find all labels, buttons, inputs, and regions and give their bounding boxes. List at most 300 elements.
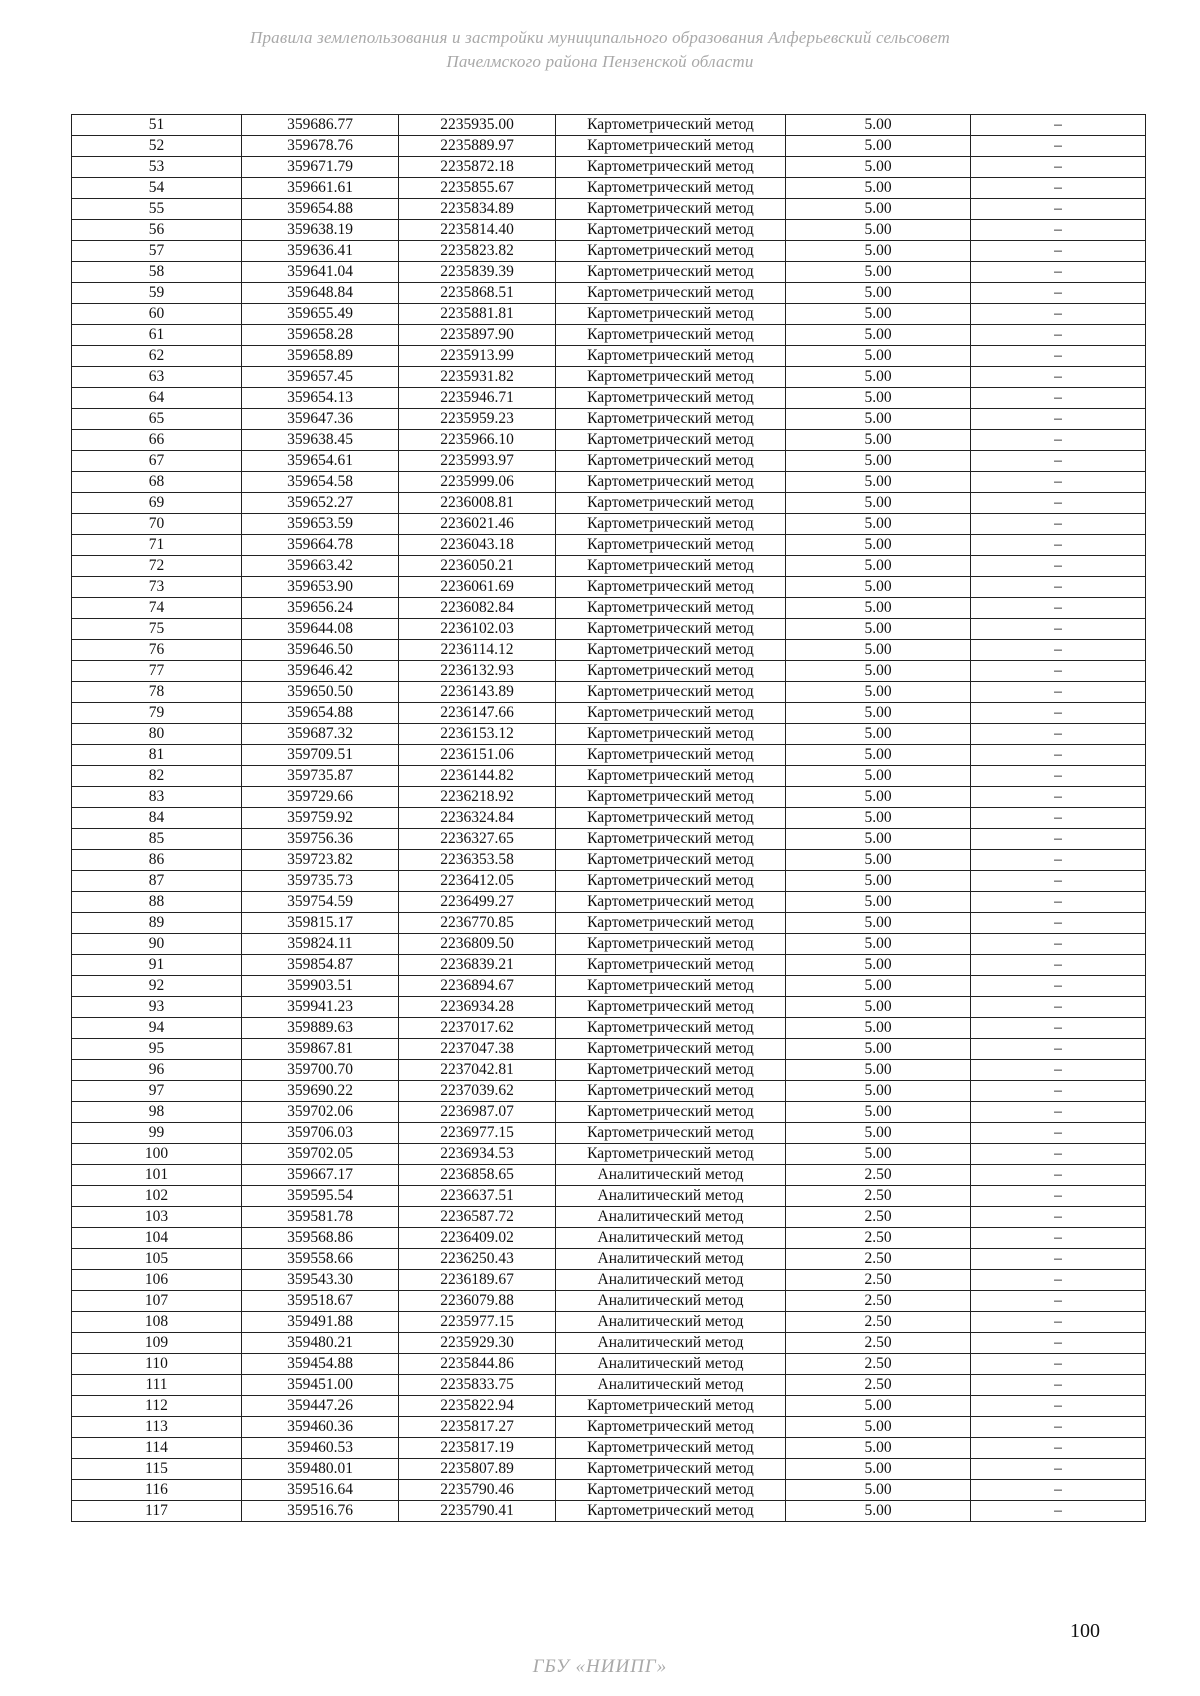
description-cell: – — [971, 1165, 1146, 1186]
table-row — [72, 1291, 1146, 1312]
x-coordinate-cell: 359867.81 — [242, 1039, 399, 1060]
x-coordinate-cell: 359516.76 — [242, 1501, 399, 1522]
accuracy-cell: 5.00 — [786, 640, 971, 661]
method-cell: Картометрический метод — [556, 703, 786, 724]
x-coordinate-cell: 359654.88 — [242, 703, 399, 724]
method-cell: Аналитический метод — [556, 1354, 786, 1375]
x-coordinate-cell: 359657.45 — [242, 367, 399, 388]
accuracy-cell: 5.00 — [786, 745, 971, 766]
method-cell: Картометрический метод — [556, 535, 786, 556]
table-row — [72, 1165, 1146, 1186]
point-number-cell: 55 — [72, 199, 242, 220]
accuracy-cell: 5.00 — [786, 304, 971, 325]
description-cell: – — [971, 1291, 1146, 1312]
y-coordinate-cell: 2235935.00 — [399, 115, 556, 136]
table-row — [72, 1459, 1146, 1480]
description-cell: – — [971, 178, 1146, 199]
y-coordinate-cell: 2236353.58 — [399, 850, 556, 871]
y-coordinate-cell: 2237042.81 — [399, 1060, 556, 1081]
description-cell: – — [971, 1396, 1146, 1417]
point-number-cell: 89 — [72, 913, 242, 934]
y-coordinate-cell: 2235844.86 — [399, 1354, 556, 1375]
table-row — [72, 1270, 1146, 1291]
method-cell: Картометрический метод — [556, 1060, 786, 1081]
y-coordinate-cell: 2236114.12 — [399, 640, 556, 661]
point-number-cell: 71 — [72, 535, 242, 556]
accuracy-cell: 5.00 — [786, 955, 971, 976]
method-cell: Картометрический метод — [556, 997, 786, 1018]
method-cell: Аналитический метод — [556, 1165, 786, 1186]
method-cell: Картометрический метод — [556, 262, 786, 283]
y-coordinate-cell: 2235817.27 — [399, 1417, 556, 1438]
x-coordinate-cell: 359647.36 — [242, 409, 399, 430]
description-cell: – — [971, 1501, 1146, 1522]
point-number-cell: 58 — [72, 262, 242, 283]
description-cell: – — [971, 1102, 1146, 1123]
x-coordinate-cell: 359568.86 — [242, 1228, 399, 1249]
y-coordinate-cell: 2236839.21 — [399, 955, 556, 976]
description-cell: – — [971, 1438, 1146, 1459]
description-cell: – — [971, 1186, 1146, 1207]
x-coordinate-cell: 359709.51 — [242, 745, 399, 766]
accuracy-cell: 2.50 — [786, 1291, 971, 1312]
description-cell: – — [971, 304, 1146, 325]
table-row — [72, 997, 1146, 1018]
accuracy-cell: 5.00 — [786, 430, 971, 451]
x-coordinate-cell: 359516.64 — [242, 1480, 399, 1501]
x-coordinate-cell: 359664.78 — [242, 535, 399, 556]
table-row — [72, 724, 1146, 745]
point-number-cell: 75 — [72, 619, 242, 640]
point-number-cell: 62 — [72, 346, 242, 367]
y-coordinate-cell: 2235881.81 — [399, 304, 556, 325]
table-row — [72, 661, 1146, 682]
table-row — [72, 262, 1146, 283]
x-coordinate-cell: 359729.66 — [242, 787, 399, 808]
point-number-cell: 99 — [72, 1123, 242, 1144]
x-coordinate-cell: 359735.73 — [242, 871, 399, 892]
x-coordinate-cell: 359644.08 — [242, 619, 399, 640]
table-row — [72, 178, 1146, 199]
method-cell: Картометрический метод — [556, 787, 786, 808]
method-cell: Аналитический метод — [556, 1228, 786, 1249]
point-number-cell: 85 — [72, 829, 242, 850]
table-row — [72, 1417, 1146, 1438]
y-coordinate-cell: 2236050.21 — [399, 556, 556, 577]
y-coordinate-cell: 2235977.15 — [399, 1312, 556, 1333]
x-coordinate-cell: 359723.82 — [242, 850, 399, 871]
point-number-cell: 100 — [72, 1144, 242, 1165]
point-number-cell: 113 — [72, 1417, 242, 1438]
description-cell: – — [971, 1060, 1146, 1081]
description-cell: – — [971, 115, 1146, 136]
y-coordinate-cell: 2235790.46 — [399, 1480, 556, 1501]
accuracy-cell: 2.50 — [786, 1207, 971, 1228]
accuracy-cell: 5.00 — [786, 325, 971, 346]
description-cell: – — [971, 1480, 1146, 1501]
accuracy-cell: 5.00 — [786, 367, 971, 388]
method-cell: Картометрический метод — [556, 346, 786, 367]
description-cell: – — [971, 1081, 1146, 1102]
x-coordinate-cell: 359648.84 — [242, 283, 399, 304]
x-coordinate-cell: 359654.61 — [242, 451, 399, 472]
accuracy-cell: 5.00 — [786, 577, 971, 598]
point-number-cell: 109 — [72, 1333, 242, 1354]
method-cell: Картометрический метод — [556, 157, 786, 178]
x-coordinate-cell: 359756.36 — [242, 829, 399, 850]
y-coordinate-cell: 2236082.84 — [399, 598, 556, 619]
table-row — [72, 115, 1146, 136]
point-number-cell: 107 — [72, 1291, 242, 1312]
accuracy-cell: 2.50 — [786, 1354, 971, 1375]
description-cell: – — [971, 934, 1146, 955]
method-cell: Картометрический метод — [556, 640, 786, 661]
description-cell: – — [971, 913, 1146, 934]
y-coordinate-cell: 2235966.10 — [399, 430, 556, 451]
table-row — [72, 241, 1146, 262]
accuracy-cell: 5.00 — [786, 241, 971, 262]
accuracy-cell: 5.00 — [786, 787, 971, 808]
y-coordinate-cell: 2235931.82 — [399, 367, 556, 388]
method-cell: Картометрический метод — [556, 1081, 786, 1102]
method-cell: Картометрический метод — [556, 682, 786, 703]
y-coordinate-cell: 2236189.67 — [399, 1270, 556, 1291]
y-coordinate-cell: 2236809.50 — [399, 934, 556, 955]
accuracy-cell: 5.00 — [786, 1060, 971, 1081]
accuracy-cell: 5.00 — [786, 1438, 971, 1459]
accuracy-cell: 5.00 — [786, 1039, 971, 1060]
point-number-cell: 65 — [72, 409, 242, 430]
point-number-cell: 63 — [72, 367, 242, 388]
point-number-cell: 96 — [72, 1060, 242, 1081]
description-cell: – — [971, 472, 1146, 493]
x-coordinate-cell: 359653.90 — [242, 577, 399, 598]
table-row — [72, 1144, 1146, 1165]
table-row — [72, 157, 1146, 178]
accuracy-cell: 2.50 — [786, 1375, 971, 1396]
page-header — [0, 26, 1200, 74]
method-cell: Аналитический метод — [556, 1249, 786, 1270]
accuracy-cell: 2.50 — [786, 1270, 971, 1291]
table-row — [72, 850, 1146, 871]
y-coordinate-cell: 2236132.93 — [399, 661, 556, 682]
x-coordinate-cell: 359480.21 — [242, 1333, 399, 1354]
method-cell: Аналитический метод — [556, 1270, 786, 1291]
table-row — [72, 472, 1146, 493]
accuracy-cell: 5.00 — [786, 976, 971, 997]
description-cell: – — [971, 577, 1146, 598]
accuracy-cell: 5.00 — [786, 178, 971, 199]
point-number-cell: 115 — [72, 1459, 242, 1480]
x-coordinate-cell: 359641.04 — [242, 262, 399, 283]
method-cell: Картометрический метод — [556, 283, 786, 304]
description-cell: – — [971, 640, 1146, 661]
table-row — [72, 1249, 1146, 1270]
method-cell: Аналитический метод — [556, 1375, 786, 1396]
description-cell: – — [971, 829, 1146, 850]
y-coordinate-cell: 2237039.62 — [399, 1081, 556, 1102]
method-cell: Картометрический метод — [556, 115, 786, 136]
x-coordinate-cell: 359543.30 — [242, 1270, 399, 1291]
description-cell: – — [971, 283, 1146, 304]
x-coordinate-cell: 359638.45 — [242, 430, 399, 451]
accuracy-cell: 5.00 — [786, 1123, 971, 1144]
x-coordinate-cell: 359638.19 — [242, 220, 399, 241]
point-number-cell: 108 — [72, 1312, 242, 1333]
table-row — [72, 1333, 1146, 1354]
table-row — [72, 871, 1146, 892]
point-number-cell: 114 — [72, 1438, 242, 1459]
point-number-cell: 61 — [72, 325, 242, 346]
accuracy-cell: 5.00 — [786, 682, 971, 703]
x-coordinate-cell: 359759.92 — [242, 808, 399, 829]
description-cell: – — [971, 1312, 1146, 1333]
header-line-2: Пачелмского района Пензенской области — [446, 52, 754, 71]
point-number-cell: 74 — [72, 598, 242, 619]
y-coordinate-cell: 2236061.69 — [399, 577, 556, 598]
point-number-cell: 78 — [72, 682, 242, 703]
point-number-cell: 103 — [72, 1207, 242, 1228]
x-coordinate-cell: 359735.87 — [242, 766, 399, 787]
method-cell: Картометрический метод — [556, 556, 786, 577]
y-coordinate-cell: 2236858.65 — [399, 1165, 556, 1186]
point-number-cell: 76 — [72, 640, 242, 661]
method-cell: Картометрический метод — [556, 619, 786, 640]
x-coordinate-cell: 359653.59 — [242, 514, 399, 535]
accuracy-cell: 5.00 — [786, 535, 971, 556]
table-row — [72, 1060, 1146, 1081]
y-coordinate-cell: 2236409.02 — [399, 1228, 556, 1249]
x-coordinate-cell: 359595.54 — [242, 1186, 399, 1207]
y-coordinate-cell: 2235833.75 — [399, 1375, 556, 1396]
header-line-1: Правила землепользования и застройки муниципального образования Алферьевский сельсовет — [250, 28, 950, 47]
accuracy-cell: 5.00 — [786, 388, 971, 409]
table-row — [72, 556, 1146, 577]
table-row — [72, 220, 1146, 241]
method-cell: Картометрический метод — [556, 1480, 786, 1501]
method-cell: Картометрический метод — [556, 1102, 786, 1123]
x-coordinate-cell: 359654.58 — [242, 472, 399, 493]
point-number-cell: 81 — [72, 745, 242, 766]
method-cell: Картометрический метод — [556, 388, 786, 409]
accuracy-cell: 5.00 — [786, 409, 971, 430]
x-coordinate-cell: 359636.41 — [242, 241, 399, 262]
y-coordinate-cell: 2236102.03 — [399, 619, 556, 640]
accuracy-cell: 5.00 — [786, 1102, 971, 1123]
y-coordinate-cell: 2236977.15 — [399, 1123, 556, 1144]
table-row — [72, 955, 1146, 976]
point-number-cell: 106 — [72, 1270, 242, 1291]
method-cell: Картометрический метод — [556, 472, 786, 493]
point-number-cell: 112 — [72, 1396, 242, 1417]
method-cell: Картометрический метод — [556, 325, 786, 346]
point-number-cell: 90 — [72, 934, 242, 955]
x-coordinate-cell: 359451.00 — [242, 1375, 399, 1396]
accuracy-cell: 5.00 — [786, 724, 971, 745]
accuracy-cell: 5.00 — [786, 934, 971, 955]
table-row — [72, 325, 1146, 346]
point-number-cell: 94 — [72, 1018, 242, 1039]
y-coordinate-cell: 2236147.66 — [399, 703, 556, 724]
table-row — [72, 346, 1146, 367]
method-cell: Картометрический метод — [556, 1123, 786, 1144]
description-cell: – — [971, 976, 1146, 997]
method-cell: Картометрический метод — [556, 514, 786, 535]
table-row — [72, 1102, 1146, 1123]
method-cell: Картометрический метод — [556, 430, 786, 451]
method-cell: Картометрический метод — [556, 304, 786, 325]
point-number-cell: 68 — [72, 472, 242, 493]
y-coordinate-cell: 2236153.12 — [399, 724, 556, 745]
accuracy-cell: 5.00 — [786, 1480, 971, 1501]
accuracy-cell: 5.00 — [786, 220, 971, 241]
table-row — [72, 1501, 1146, 1522]
y-coordinate-cell: 2236143.89 — [399, 682, 556, 703]
description-cell: – — [971, 199, 1146, 220]
x-coordinate-cell: 359518.67 — [242, 1291, 399, 1312]
point-number-cell: 82 — [72, 766, 242, 787]
y-coordinate-cell: 2235839.39 — [399, 262, 556, 283]
description-cell: – — [971, 136, 1146, 157]
point-number-cell: 105 — [72, 1249, 242, 1270]
method-cell: Картометрический метод — [556, 934, 786, 955]
point-number-cell: 98 — [72, 1102, 242, 1123]
point-number-cell: 70 — [72, 514, 242, 535]
accuracy-cell: 5.00 — [786, 997, 971, 1018]
table-row — [72, 829, 1146, 850]
table-row — [72, 304, 1146, 325]
point-number-cell: 67 — [72, 451, 242, 472]
method-cell: Аналитический метод — [556, 1291, 786, 1312]
x-coordinate-cell: 359702.05 — [242, 1144, 399, 1165]
description-cell: – — [971, 556, 1146, 577]
description-cell: – — [971, 955, 1146, 976]
method-cell: Картометрический метод — [556, 850, 786, 871]
y-coordinate-cell: 2236043.18 — [399, 535, 556, 556]
table-row — [72, 1396, 1146, 1417]
point-number-cell: 110 — [72, 1354, 242, 1375]
accuracy-cell: 5.00 — [786, 850, 971, 871]
method-cell: Картометрический метод — [556, 661, 786, 682]
description-cell: – — [971, 1375, 1146, 1396]
table-row — [72, 892, 1146, 913]
y-coordinate-cell: 2236021.46 — [399, 514, 556, 535]
description-cell: – — [971, 766, 1146, 787]
point-number-cell: 72 — [72, 556, 242, 577]
table-row — [72, 451, 1146, 472]
y-coordinate-cell: 2235855.67 — [399, 178, 556, 199]
description-cell: – — [971, 1270, 1146, 1291]
y-coordinate-cell: 2235993.97 — [399, 451, 556, 472]
table-row — [72, 1018, 1146, 1039]
x-coordinate-cell: 359658.89 — [242, 346, 399, 367]
method-cell: Картометрический метод — [556, 1417, 786, 1438]
point-number-cell: 54 — [72, 178, 242, 199]
method-cell: Картометрический метод — [556, 178, 786, 199]
method-cell: Картометрический метод — [556, 493, 786, 514]
description-cell: – — [971, 157, 1146, 178]
y-coordinate-cell: 2235959.23 — [399, 409, 556, 430]
method-cell: Картометрический метод — [556, 976, 786, 997]
accuracy-cell: 5.00 — [786, 136, 971, 157]
x-coordinate-cell: 359661.61 — [242, 178, 399, 199]
accuracy-cell: 5.00 — [786, 556, 971, 577]
method-cell: Картометрический метод — [556, 1459, 786, 1480]
method-cell: Картометрический метод — [556, 1501, 786, 1522]
point-number-cell: 73 — [72, 577, 242, 598]
table-row — [72, 409, 1146, 430]
method-cell: Картометрический метод — [556, 367, 786, 388]
table-row — [72, 136, 1146, 157]
x-coordinate-cell: 359686.77 — [242, 115, 399, 136]
table-row — [72, 703, 1146, 724]
method-cell: Картометрический метод — [556, 1144, 786, 1165]
table-row — [72, 913, 1146, 934]
accuracy-cell: 2.50 — [786, 1186, 971, 1207]
accuracy-cell: 5.00 — [786, 1144, 971, 1165]
point-number-cell: 116 — [72, 1480, 242, 1501]
y-coordinate-cell: 2236770.85 — [399, 913, 556, 934]
point-number-cell: 59 — [72, 283, 242, 304]
table-row — [72, 934, 1146, 955]
accuracy-cell: 5.00 — [786, 703, 971, 724]
accuracy-cell: 2.50 — [786, 1312, 971, 1333]
accuracy-cell: 5.00 — [786, 1396, 971, 1417]
y-coordinate-cell: 2235929.30 — [399, 1333, 556, 1354]
x-coordinate-cell: 359903.51 — [242, 976, 399, 997]
table-row — [72, 1480, 1146, 1501]
y-coordinate-cell: 2236637.51 — [399, 1186, 556, 1207]
point-number-cell: 95 — [72, 1039, 242, 1060]
y-coordinate-cell: 2235946.71 — [399, 388, 556, 409]
y-coordinate-cell: 2235868.51 — [399, 283, 556, 304]
accuracy-cell: 5.00 — [786, 766, 971, 787]
description-cell: – — [971, 1018, 1146, 1039]
point-number-cell: 60 — [72, 304, 242, 325]
method-cell: Аналитический метод — [556, 1186, 786, 1207]
table-row — [72, 493, 1146, 514]
point-number-cell: 57 — [72, 241, 242, 262]
table-row — [72, 766, 1146, 787]
point-number-cell: 104 — [72, 1228, 242, 1249]
coordinates-table — [71, 114, 1146, 1522]
x-coordinate-cell: 359646.42 — [242, 661, 399, 682]
method-cell: Картометрический метод — [556, 955, 786, 976]
y-coordinate-cell: 2235790.41 — [399, 1501, 556, 1522]
x-coordinate-cell: 359663.42 — [242, 556, 399, 577]
accuracy-cell: 5.00 — [786, 493, 971, 514]
accuracy-cell: 5.00 — [786, 199, 971, 220]
x-coordinate-cell: 359687.32 — [242, 724, 399, 745]
description-cell: – — [971, 220, 1146, 241]
table-row — [72, 787, 1146, 808]
description-cell: – — [971, 1144, 1146, 1165]
x-coordinate-cell: 359941.23 — [242, 997, 399, 1018]
y-coordinate-cell: 2237047.38 — [399, 1039, 556, 1060]
table-row — [72, 1228, 1146, 1249]
point-number-cell: 111 — [72, 1375, 242, 1396]
description-cell: – — [971, 997, 1146, 1018]
accuracy-cell: 2.50 — [786, 1249, 971, 1270]
table-row — [72, 619, 1146, 640]
method-cell: Картометрический метод — [556, 913, 786, 934]
accuracy-cell: 5.00 — [786, 283, 971, 304]
y-coordinate-cell: 2236079.88 — [399, 1291, 556, 1312]
x-coordinate-cell: 359652.27 — [242, 493, 399, 514]
x-coordinate-cell: 359650.50 — [242, 682, 399, 703]
description-cell: – — [971, 325, 1146, 346]
method-cell: Картометрический метод — [556, 766, 786, 787]
